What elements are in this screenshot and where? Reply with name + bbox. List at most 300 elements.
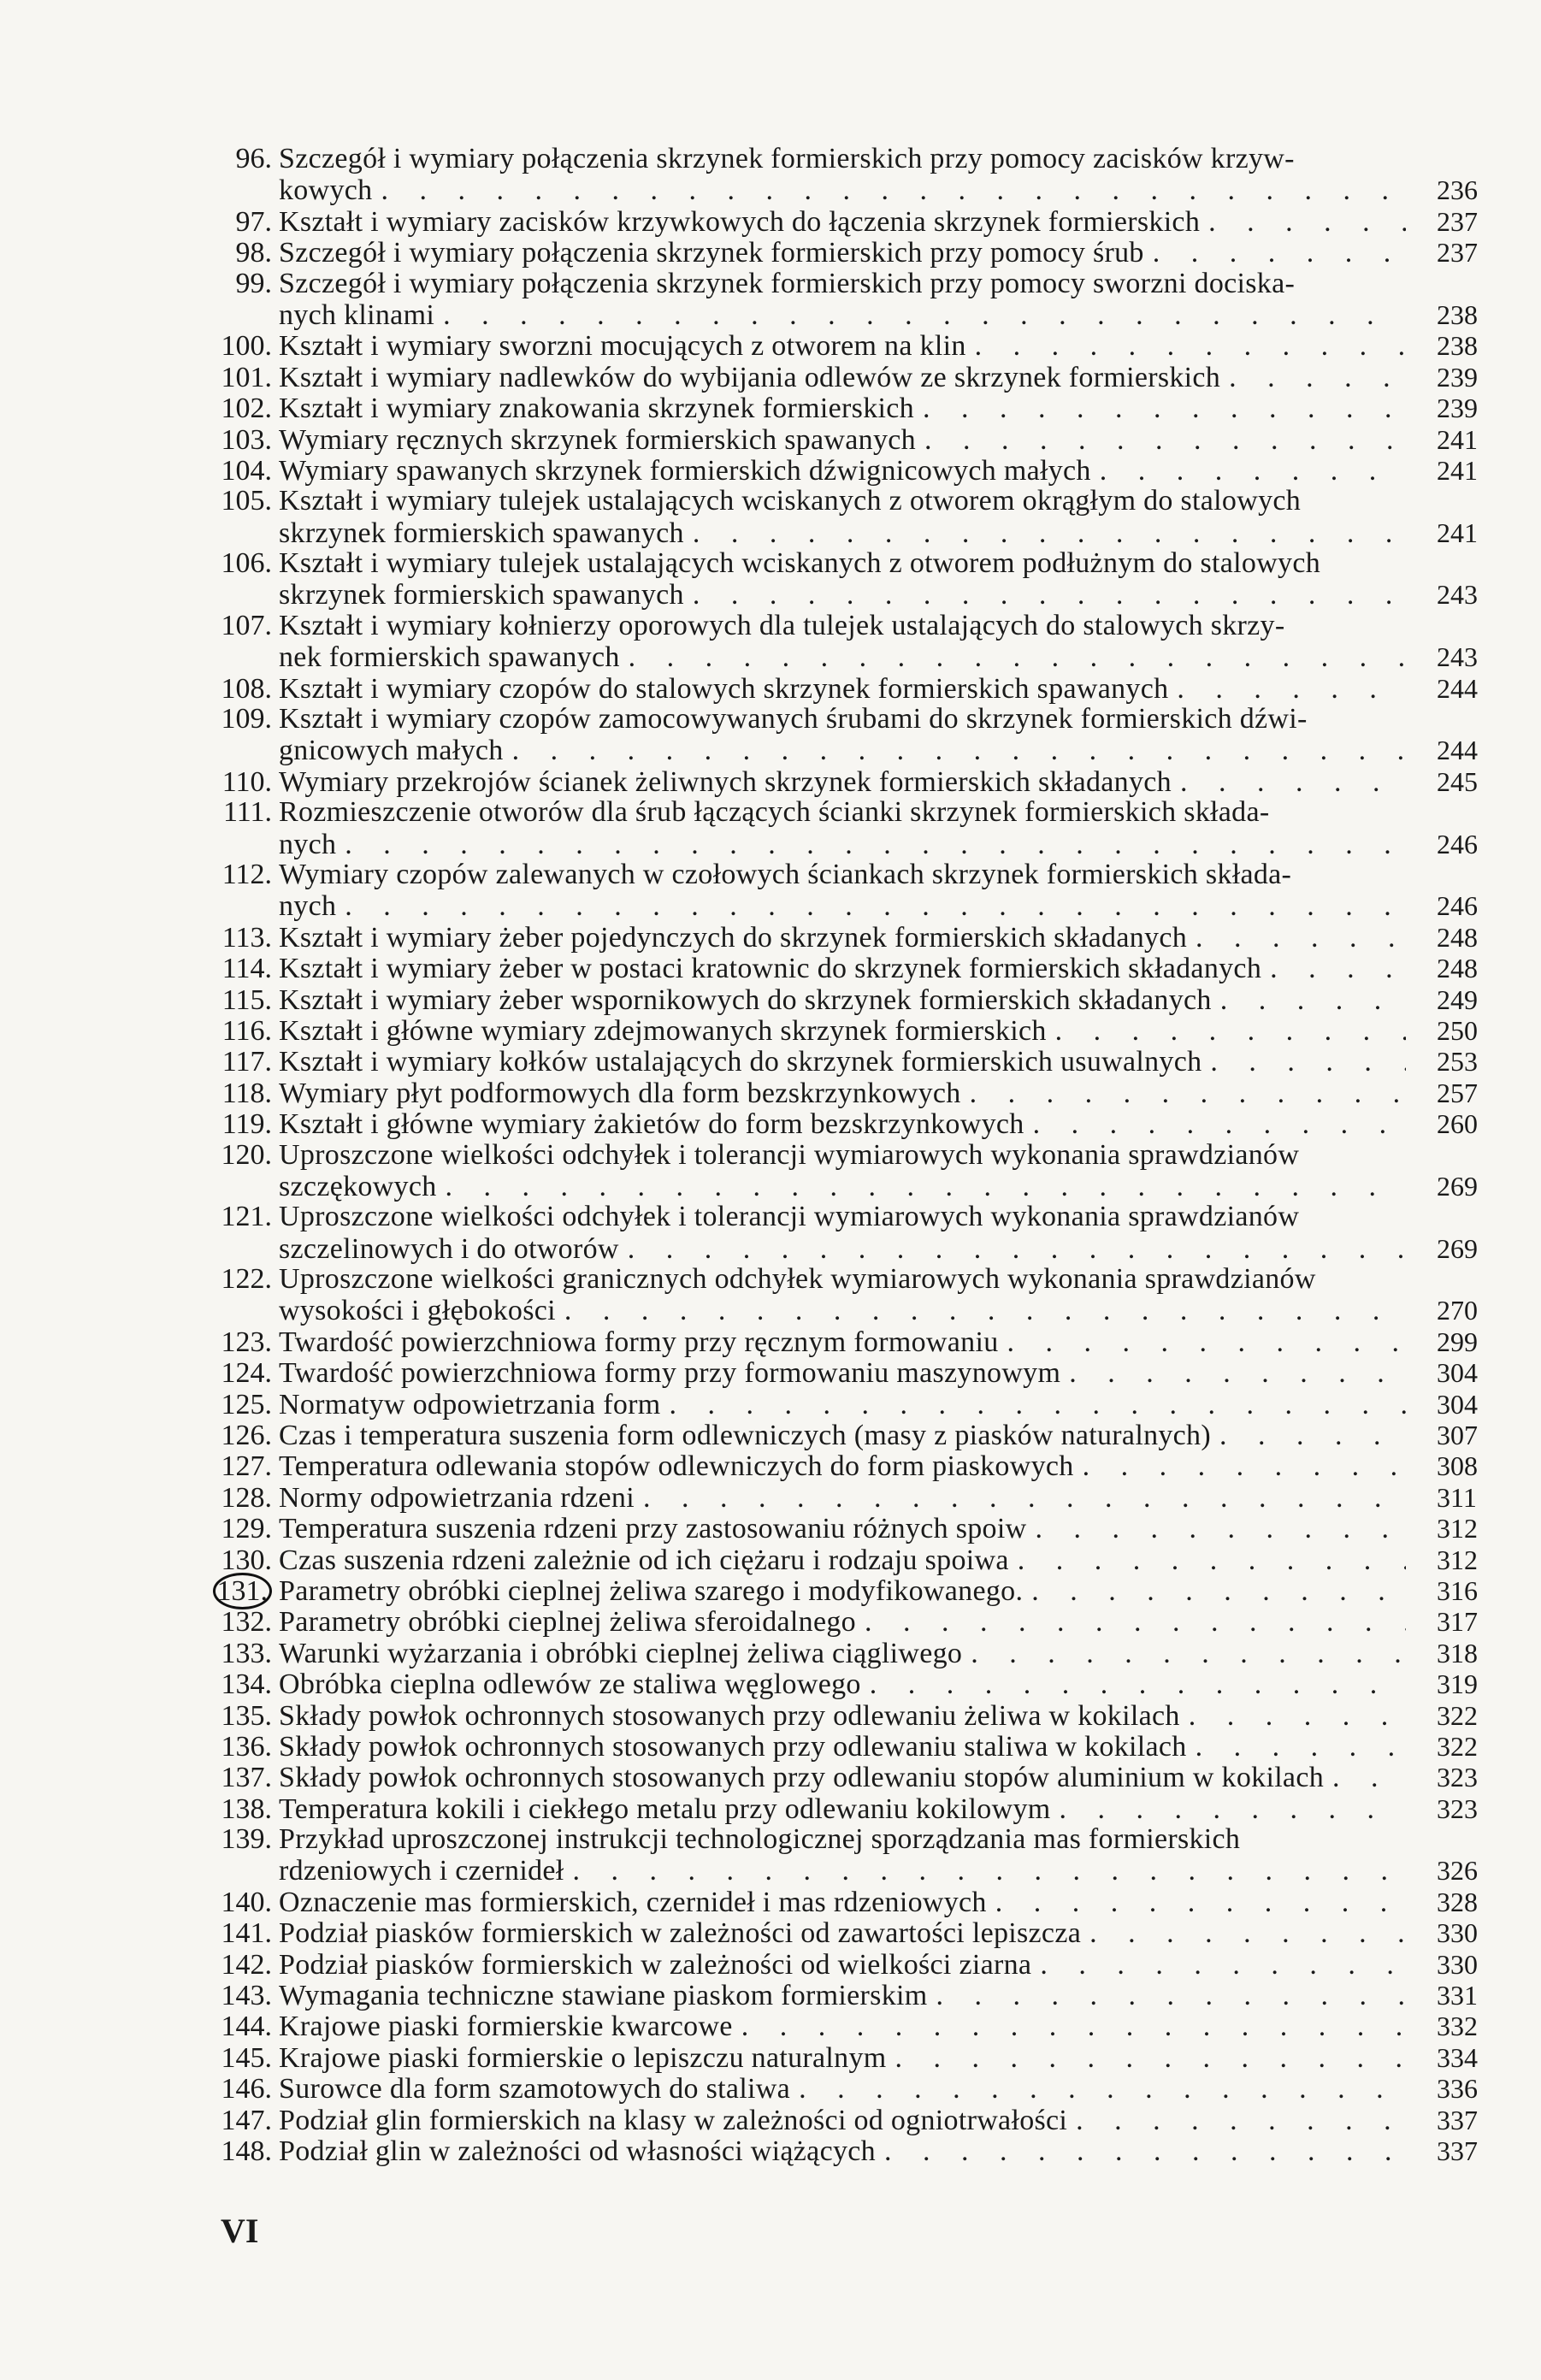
entry-title: Krajowe piaski formierskie kwarcowe (279, 2011, 733, 2043)
toc-entry (171, 673, 1505, 704)
entry-number (171, 1887, 279, 1918)
entry-number (171, 1358, 279, 1389)
entry-number-text: 116. (221, 1014, 272, 1047)
entry-title: Składy powłok ochronnych stosowanych przy odlewaniu stopów aluminium w kokilach (279, 1762, 1325, 1794)
dot-leader (1324, 1763, 1406, 1793)
toc-entry (171, 1606, 1505, 1637)
entry-number (171, 1545, 279, 1576)
entry-number (171, 1607, 279, 1638)
entry-title: Kształt i główne wymiary żakietów do form bezskrzynkowych (279, 1108, 1024, 1141)
entry-page-number: 328 (1437, 1886, 1478, 1917)
dot-leader (1074, 1451, 1406, 1482)
dot-leader (928, 1981, 1407, 2011)
toc-entry (171, 1078, 1505, 1108)
entry-title: Kształt i wymiary kołnierzy oporowych dla tulejek ustalających do stalowych skrzy- (279, 609, 1285, 641)
entry-title: gnicowych małych (279, 735, 504, 767)
entry-number-text: 128. (221, 1481, 272, 1514)
entry-number (171, 954, 279, 984)
entry-number-text: 130. (221, 1544, 272, 1576)
dot-leader (916, 425, 1406, 456)
entry-number (171, 859, 279, 890)
entry-number (171, 1483, 279, 1514)
entry-page-number: 311 (1437, 1481, 1477, 1513)
dot-leader (1202, 1047, 1406, 1078)
entry-title: wysokości i głębokości (279, 1295, 556, 1327)
toc-entry (171, 1980, 1505, 2011)
toc-entry (171, 1544, 1505, 1575)
toc-entry (171, 393, 1505, 423)
entry-number-text: 122. (221, 1263, 272, 1296)
page-folio: VI (221, 2212, 259, 2250)
entry-title: kowych (279, 174, 373, 207)
entry-page-number: 241 (1437, 423, 1478, 455)
entry-title: Podział piasków formierskich w zależności od wielkości ziarna (279, 1948, 1032, 1981)
entry-title: Kształt i wymiary sworzni mocujących z otworem na klin (279, 330, 966, 363)
entry-title: Wymiary czopów zalewanych w czołowych ściankach skrzynek formierskich składa- (279, 858, 1292, 890)
toc-entry (171, 611, 1505, 673)
entry-page-number: 236 (1437, 174, 1478, 206)
entry-title: Normatyw odpowietrzania form (279, 1388, 661, 1420)
entry-number (171, 611, 279, 641)
entry-page-number: 257 (1437, 1077, 1478, 1108)
toc-entry (171, 1326, 1505, 1357)
entry-number (171, 1047, 279, 1078)
entry-number-text: 143. (221, 1980, 272, 2012)
toc-entry (171, 1420, 1505, 1450)
toc-entry (171, 1513, 1505, 1544)
entry-title: Parametry obróbki cieplnej żeliwa szarego i modyfikowanego. (279, 1574, 1024, 1607)
entry-title: Czas suszenia rdzeni zależnie od ich ciężaru i rodzaju spoiwa (279, 1544, 1009, 1576)
entry-title: Temperatura kokili i ciekłego metalu przy odlewaniu kokilowym (279, 1792, 1051, 1825)
entry-page-number: 253 (1437, 1046, 1478, 1078)
toc-entry (171, 455, 1505, 486)
toc-entry (171, 206, 1505, 237)
entry-number-text: 119. (221, 1108, 272, 1141)
dot-leader (1187, 1732, 1406, 1763)
entry-page-number: 323 (1437, 1792, 1478, 1824)
toc-entry (171, 1264, 1505, 1326)
toc-entry (171, 424, 1505, 455)
entry-number (171, 1732, 279, 1763)
entry-page-number: 260 (1437, 1108, 1478, 1140)
toc-entry (171, 1700, 1505, 1731)
dot-leader (1024, 1109, 1406, 1140)
entry-number-text: 135. (221, 1699, 272, 1732)
toc-entry (171, 486, 1505, 548)
entry-page-number: 243 (1437, 641, 1478, 673)
entry-number-text: 99. (235, 267, 272, 299)
dot-leader (660, 1390, 1406, 1420)
entry-page-number: 246 (1437, 890, 1478, 922)
entry-title: Twardość powierzchniowa formy przy formowaniu maszynowym (279, 1357, 1061, 1390)
dot-leader (1051, 1794, 1407, 1825)
entry-title: Temperatura odlewania stopów odlewniczych do form piaskowych (279, 1450, 1074, 1483)
entry-number (171, 1109, 279, 1140)
dot-leader (861, 1669, 1406, 1700)
entry-title: Szczegół i wymiary połączenia skrzynek formierskich przy pomocy sworzni dociska- (279, 267, 1296, 299)
entry-number (171, 1763, 279, 1793)
entry-page-number: 304 (1437, 1357, 1478, 1389)
entry-title: nych klinami (279, 298, 435, 331)
entry-number-text: 138. (221, 1792, 272, 1825)
entry-number (171, 1794, 279, 1825)
entry-number (171, 985, 279, 1016)
toc-entry (171, 548, 1505, 611)
toc-entry (171, 2011, 1505, 2041)
entry-number (171, 1390, 279, 1420)
entry-number (171, 674, 279, 705)
toc-entry (171, 1668, 1505, 1699)
entry-number-text: 104. (221, 454, 272, 487)
entry-number (171, 456, 279, 487)
dot-leader (1261, 954, 1406, 984)
toc-entry (171, 1887, 1505, 1917)
entry-number-text: 129. (221, 1513, 272, 1545)
entry-title: Podział piasków formierskich w zależności od zawartości lepiszcza (279, 1917, 1082, 1950)
dot-leader (966, 331, 1406, 362)
entry-title: Kształt i wymiary tulejek ustalających wciskanych z otworem podłużnym do stalowych (279, 547, 1321, 580)
entry-title: Kształt i wymiary czopów do stalowych skrzynek formierskich spawanych (279, 672, 1169, 705)
entry-number (171, 238, 279, 269)
entry-number-text: 126. (221, 1420, 272, 1452)
entry-page-number: 238 (1437, 330, 1478, 362)
entry-number-text: 103. (221, 423, 272, 456)
entry-number (171, 269, 279, 299)
dot-leader (684, 518, 1406, 549)
entry-page-number: 248 (1437, 953, 1478, 984)
entry-number-text: 110. (221, 765, 272, 798)
entry-number-text: 117. (221, 1046, 272, 1078)
entry-number-text: 133. (221, 1637, 272, 1669)
entry-title: Kształt i wymiary kołków ustalających do skrzynek formierskich usuwalnych (279, 1046, 1202, 1078)
entry-number-text: 112. (221, 858, 272, 890)
entry-number (171, 767, 279, 798)
dot-leader (336, 891, 1406, 922)
dot-leader (619, 1234, 1406, 1265)
entry-page-number: 244 (1437, 672, 1478, 704)
entry-number-text: 132. (221, 1606, 272, 1639)
entry-number (171, 425, 279, 456)
dot-leader (1047, 1016, 1406, 1047)
dot-leader (1026, 1514, 1406, 1544)
entry-title: Podział glin w zależności od własności wiążących (279, 2135, 876, 2167)
entry-page-number: 241 (1437, 454, 1478, 486)
entry-title: szczękowych (279, 1170, 437, 1202)
entry-number-text: 136. (221, 1730, 272, 1763)
entry-number (171, 1514, 279, 1544)
entry-number-text: 106. (221, 547, 272, 580)
entry-page-number: 312 (1437, 1544, 1478, 1575)
entry-number (171, 1981, 279, 2011)
entry-title: Kształt i wymiary nadlewków do wybijania odlewów ze skrzynek formierskich (279, 361, 1221, 393)
toc-entry (171, 1140, 1505, 1202)
toc-entry (171, 1450, 1505, 1481)
entry-title: Obróbka cieplna odlewów ze staliwa węglowego (279, 1668, 861, 1701)
entry-title: nek formierskich spawanych (279, 641, 620, 674)
toc-entry (171, 1389, 1505, 1420)
entry-number-text: 121. (221, 1201, 272, 1233)
entry-number-text: 146. (221, 2073, 272, 2105)
toc-entry (171, 1949, 1505, 1980)
dot-leader (999, 1327, 1407, 1358)
entry-title: Uproszczone wielkości odchyłek i tolerancji wymiarowych wykonania sprawdzianów (279, 1138, 1300, 1171)
entry-number-text: 131. (213, 1573, 273, 1609)
dot-leader (372, 175, 1406, 206)
toc-entry (171, 1046, 1505, 1077)
entry-page-number: 317 (1437, 1606, 1478, 1638)
toc-entry (171, 1731, 1505, 1762)
entry-number-text: 127. (221, 1450, 272, 1483)
dot-leader (620, 642, 1406, 673)
entry-number-text: 114. (221, 953, 272, 985)
entry-title: Podział glin formierskich na klasy w zależności od ogniotrwałości (279, 2104, 1068, 2136)
toc-entry (171, 1357, 1505, 1388)
toc-entry (171, 362, 1505, 393)
entry-number-text: 125. (221, 1388, 272, 1420)
entry-number-text: 97. (235, 205, 272, 238)
entry-title: Składy powłok ochronnych stosowanych przy odlewaniu żeliwa w kokilach (279, 1699, 1180, 1732)
toc-entry (171, 1202, 1505, 1264)
entry-number (171, 923, 279, 954)
dot-leader (1031, 1950, 1406, 1981)
toc-entry (171, 922, 1505, 953)
entry-title: skrzynek formierskich spawanych (279, 517, 684, 549)
entry-number-text: 105. (221, 485, 272, 517)
entry-page-number: 299 (1437, 1326, 1478, 1357)
entry-number (171, 144, 279, 174)
entry-title: Kształt i wymiary zacisków krzywkowych do łączenia skrzynek formierskich (279, 205, 1201, 238)
toc-entry (171, 2073, 1505, 2104)
dot-leader (684, 580, 1406, 611)
entry-number-text: 111. (223, 796, 272, 829)
entry-number (171, 363, 279, 393)
entry-number (171, 1202, 279, 1232)
entry-title: Normy odpowietrzania rdzeni (279, 1481, 635, 1514)
entry-number (171, 1451, 279, 1482)
entry-number-text: 144. (221, 2011, 272, 2043)
dot-leader (1067, 2105, 1406, 2136)
entry-title: Kształt i wymiary znakowania skrzynek formierskich (279, 393, 914, 425)
entry-title: Kształt i główne wymiary zdejmowanych skrzynek formierskich (279, 1014, 1047, 1047)
entry-title: Wymiary przekrojów ścianek żeliwnych skrzynek formierskich składanych (279, 765, 1172, 798)
entry-number (171, 797, 279, 828)
entry-title: Wymagania techniczne stawiane piaskom formierskim (279, 1980, 928, 2012)
entry-page-number: 246 (1437, 828, 1478, 859)
entry-page-number: 326 (1437, 1855, 1478, 1887)
entry-number-text: 96. (235, 143, 272, 174)
dot-leader (556, 1296, 1406, 1326)
entry-page-number: 248 (1437, 921, 1478, 953)
entry-number-text: 100. (221, 330, 272, 363)
entry-page-number: 319 (1437, 1668, 1478, 1700)
dot-leader (733, 2011, 1406, 2042)
entry-number-text: 139. (221, 1823, 272, 1856)
entry-title: Surowce dla form szamotowych do staliwa (279, 2073, 791, 2105)
dot-leader (1009, 1545, 1406, 1576)
dot-leader (1060, 1358, 1406, 1389)
toc-entry (171, 2105, 1505, 2135)
dot-leader (790, 2074, 1406, 2105)
entry-page-number: 330 (1437, 1917, 1478, 1949)
entry-number (171, 1824, 279, 1855)
entry-title: Kształt i wymiary żeber wspornikowych do skrzynek formierskich składanych (279, 983, 1212, 1016)
entry-page-number: 244 (1437, 735, 1478, 766)
entry-number-text: 113. (221, 921, 272, 954)
entry-page-number: 304 (1437, 1388, 1478, 1420)
toc-entry (171, 1108, 1505, 1139)
entry-number (171, 1078, 279, 1109)
entry-number-text: 141. (221, 1917, 272, 1950)
entry-title: Kształt i wymiary czopów zamocowywanych śrubami do skrzynek formierskich dźwi- (279, 703, 1308, 735)
toc-entry (171, 2135, 1505, 2166)
entry-page-number: 318 (1437, 1637, 1478, 1668)
dot-leader (336, 830, 1406, 860)
dot-leader (437, 1172, 1406, 1202)
entry-number (171, 2105, 279, 2136)
entry-page-number: 308 (1437, 1450, 1478, 1482)
entry-number (171, 1016, 279, 1047)
dot-leader (1091, 456, 1406, 487)
entry-page-number: 337 (1437, 2135, 1478, 2166)
dot-leader (1144, 238, 1406, 269)
dot-leader (856, 1607, 1406, 1638)
entry-page-number: 316 (1437, 1574, 1478, 1606)
entry-number-text: 145. (221, 2041, 272, 2074)
entry-number (171, 1669, 279, 1700)
entry-page-number: 245 (1437, 765, 1478, 797)
entry-title: Czas i temperatura suszenia form odlewniczych (masy z piasków naturalnych) (279, 1420, 1211, 1452)
dot-leader (1023, 1576, 1406, 1607)
toc-entry (171, 1482, 1505, 1513)
dot-leader (961, 1078, 1406, 1109)
entry-page-number: 307 (1437, 1420, 1478, 1451)
dot-leader (887, 2043, 1406, 2074)
entry-title: Kształt i wymiary tulejek ustalających wciskanych z otworem okrągłym do stalowych (279, 485, 1302, 517)
dot-leader (564, 1856, 1406, 1887)
entry-number-text: 109. (221, 703, 272, 735)
toc-entry (171, 984, 1505, 1015)
toc-entry (171, 237, 1505, 268)
entry-number (171, 393, 279, 424)
entry-page-number: 249 (1437, 983, 1478, 1015)
entry-number (171, 2074, 279, 2105)
entry-number-text: 123. (221, 1326, 272, 1358)
entry-page-number: 239 (1437, 361, 1478, 393)
entry-page-number: 237 (1437, 237, 1478, 269)
toc-entry (171, 859, 1505, 922)
entry-page-number: 241 (1437, 517, 1478, 548)
entry-title: Szczegół i wymiary połączenia skrzynek formierskich przy pomocy śrub (279, 237, 1144, 269)
entry-page-number: 250 (1437, 1014, 1478, 1046)
toc-entry (171, 1824, 1505, 1887)
dot-leader (635, 1483, 1406, 1514)
dot-leader (1180, 1701, 1406, 1732)
entry-number (171, 1918, 279, 1949)
entry-page-number: 331 (1437, 1980, 1478, 2011)
entry-number (171, 1327, 279, 1358)
dot-leader (1211, 1420, 1406, 1451)
entry-number (171, 2043, 279, 2074)
dot-leader (987, 1887, 1406, 1918)
entry-page-number: 243 (1437, 579, 1478, 611)
entry-title: Wymiary spawanych skrzynek formierskich dźwignicowych małych (279, 454, 1091, 487)
toc-entry (171, 766, 1505, 797)
entry-title: Warunki wyżarzania i obróbki cieplnej żeliwa ciągliwego (279, 1637, 963, 1669)
entry-number-text: 115. (221, 983, 272, 1016)
entry-page-number: 334 (1437, 2041, 1478, 2073)
entry-title: Kształt i wymiary żeber w postaci kratownic do skrzynek formierskich składanych (279, 953, 1262, 985)
entry-number-text: 134. (221, 1668, 272, 1701)
entry-number (171, 1140, 279, 1171)
toc-entry (171, 1638, 1505, 1668)
entry-number (171, 1950, 279, 1981)
entry-number-text: 140. (221, 1886, 272, 1918)
entry-number (171, 1639, 279, 1669)
entry-number-text: 118. (221, 1077, 272, 1109)
entry-title: Twardość powierzchniowa formy przy ręcznym formowaniu (279, 1326, 999, 1358)
entry-page-number: 336 (1437, 2073, 1478, 2105)
dot-leader (962, 1639, 1406, 1669)
entry-number-text: 101. (221, 361, 272, 393)
entry-number (171, 704, 279, 735)
toc-entry (171, 797, 1505, 859)
entry-title: Przykład uproszczonej instrukcji technologicznej sporządzania mas formierskich (279, 1823, 1241, 1856)
toc-entry (171, 144, 1505, 206)
table-of-contents-list (171, 144, 1505, 2166)
dot-leader (1187, 923, 1406, 954)
dot-leader (1172, 767, 1406, 798)
entry-number (171, 331, 279, 362)
entry-title: Uproszczone wielkości granicznych odchyłek wymiarowych wykonania sprawdzianów (279, 1263, 1316, 1296)
entry-page-number: 237 (1437, 205, 1478, 237)
entry-number (171, 486, 279, 517)
entry-page-number: 322 (1437, 1699, 1478, 1731)
entry-title: rdzeniowych i czernideł (279, 1855, 564, 1887)
entry-title: Wymiary ręcznych skrzynek formierskich spawanych (279, 423, 916, 456)
entry-number-text: 107. (221, 609, 272, 641)
entry-page-number: 332 (1437, 2011, 1478, 2042)
entry-number (171, 2011, 279, 2042)
entry-number (171, 207, 279, 238)
dot-leader (434, 300, 1406, 331)
entry-page-number: 269 (1437, 1232, 1478, 1264)
entry-number (171, 1420, 279, 1451)
toc-entry (171, 1917, 1505, 1948)
entry-number-text: 142. (221, 1948, 272, 1981)
toc-entry (171, 1762, 1505, 1792)
dot-leader (504, 735, 1406, 766)
entry-number (171, 1576, 279, 1607)
entry-title: Oznaczenie mas formierskich, czernideł i mas rdzeniowych (279, 1886, 987, 1918)
entry-title: Wymiary płyt podformowych dla form bezskrzynkowych (279, 1077, 961, 1109)
dot-leader (1212, 985, 1406, 1016)
entry-title: Szczegół i wymiary połączenia skrzynek formierskich przy pomocy zacisków krzyw- (279, 143, 1295, 174)
entry-title: szczelinowych i do otworów (279, 1232, 619, 1265)
entry-title: Składy powłok ochronnych stosowanych przy odlewaniu staliwa w kokilach (279, 1730, 1187, 1763)
dot-leader (914, 393, 1406, 424)
entry-page-number: 337 (1437, 2104, 1478, 2135)
entry-number (171, 548, 279, 579)
entry-number-text: 98. (235, 237, 272, 269)
dot-leader (1081, 1918, 1406, 1949)
toc-entry (171, 2042, 1505, 2073)
entry-number (171, 1264, 279, 1295)
entry-page-number: 322 (1437, 1730, 1478, 1762)
entry-number-text: 124. (221, 1357, 272, 1390)
toc-entry (171, 1575, 1505, 1606)
entry-number-text: 137. (221, 1762, 272, 1794)
entry-title: nych (279, 828, 337, 860)
